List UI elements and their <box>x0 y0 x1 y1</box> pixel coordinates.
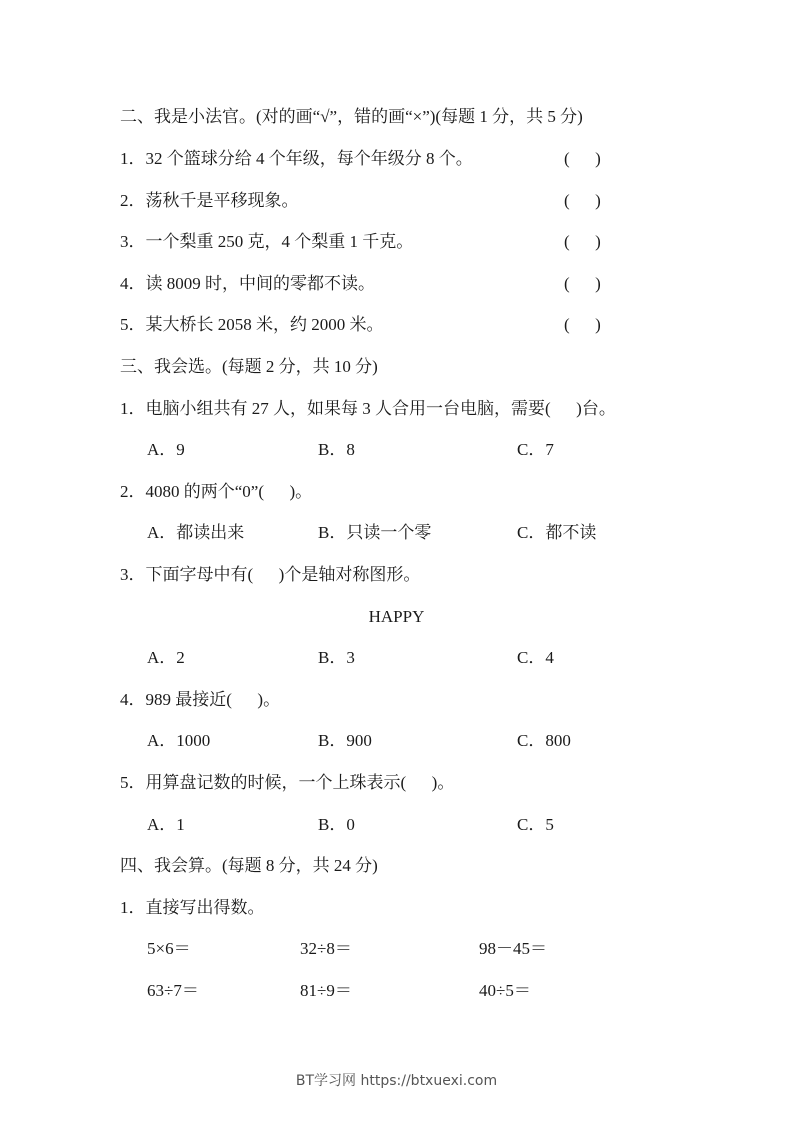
answer-box-4[interactable]: ( ) <box>564 274 601 293</box>
choice-question-1: 1．电脑小组共有 27 人，如果每 3 人合用一台电脑，需要( )台。 <box>120 399 616 418</box>
q2-option-c[interactable]: C．都不读 <box>517 523 597 542</box>
calc-expr: 63÷7＝ <box>147 981 199 1000</box>
answer-box-2[interactable]: ( ) <box>564 191 601 210</box>
judge-item-5: 5．某大桥长 2058 米，约 2000 米。 <box>120 315 384 334</box>
answer-box-3[interactable]: ( ) <box>564 232 601 251</box>
q5-option-b[interactable]: B．0 <box>318 815 355 834</box>
judge-item-1: 1．32 个篮球分给 4 个年级，每个年级分 8 个。 <box>120 149 473 168</box>
q3-option-a[interactable]: A．2 <box>147 648 185 667</box>
answer-box-1[interactable]: ( ) <box>564 149 601 168</box>
q3-option-b[interactable]: B．3 <box>318 648 355 667</box>
judge-item-3: 3．一个梨重 250 克，4 个梨重 1 千克。 <box>120 232 414 251</box>
footer-watermark: BT学习网 https://btxuexi.com <box>295 1073 498 1089</box>
answer-box-5[interactable]: ( ) <box>564 315 601 334</box>
q4-option-c[interactable]: C．800 <box>517 731 571 750</box>
judge-item-4: 4．读 8009 时，中间的零都不读。 <box>120 274 375 293</box>
q5-option-a[interactable]: A．1 <box>147 815 185 834</box>
judge-item-2: 2．荡秋千是平移现象。 <box>120 191 299 210</box>
section-3-heading: 三、我会选。(每题 2 分，共 10 分) <box>120 357 378 376</box>
section-4-heading: 四、我会算。(每题 8 分，共 24 分) <box>120 856 378 875</box>
calc-expr: 98－45＝ <box>479 939 547 958</box>
happy-figure: HAPPY <box>368 607 425 626</box>
q4-option-a[interactable]: A．1000 <box>147 731 211 750</box>
q1-option-b[interactable]: B．8 <box>318 440 355 459</box>
q1-option-c[interactable]: C．7 <box>517 440 554 459</box>
choice-question-3: 3．下面字母中有( )个是轴对称图形。 <box>120 565 421 584</box>
choice-question-4: 4．989 最接近( )。 <box>120 690 281 709</box>
calc-expr: 5×6＝ <box>147 939 191 958</box>
calc-expr: 40÷5＝ <box>479 981 531 1000</box>
calc-question-1: 1．直接写出得数。 <box>120 898 265 917</box>
choice-question-5: 5．用算盘记数的时候，一个上珠表示( )。 <box>120 773 455 792</box>
choice-question-2: 2．4080 的两个“0”( )。 <box>120 482 313 501</box>
q3-option-c[interactable]: C．4 <box>517 648 554 667</box>
q4-option-b[interactable]: B．900 <box>318 731 372 750</box>
q1-option-a[interactable]: A．9 <box>147 440 185 459</box>
q2-option-a[interactable]: A．都读出来 <box>147 523 245 542</box>
q2-option-b[interactable]: B．只读一个零 <box>318 523 432 542</box>
calc-expr: 32÷8＝ <box>300 939 352 958</box>
section-2-heading: 二、我是小法官。(对的画“√”，错的画“×”)(每题 1 分，共 5 分) <box>120 107 583 126</box>
calc-expr: 81÷9＝ <box>300 981 352 1000</box>
q5-option-c[interactable]: C．5 <box>517 815 554 834</box>
